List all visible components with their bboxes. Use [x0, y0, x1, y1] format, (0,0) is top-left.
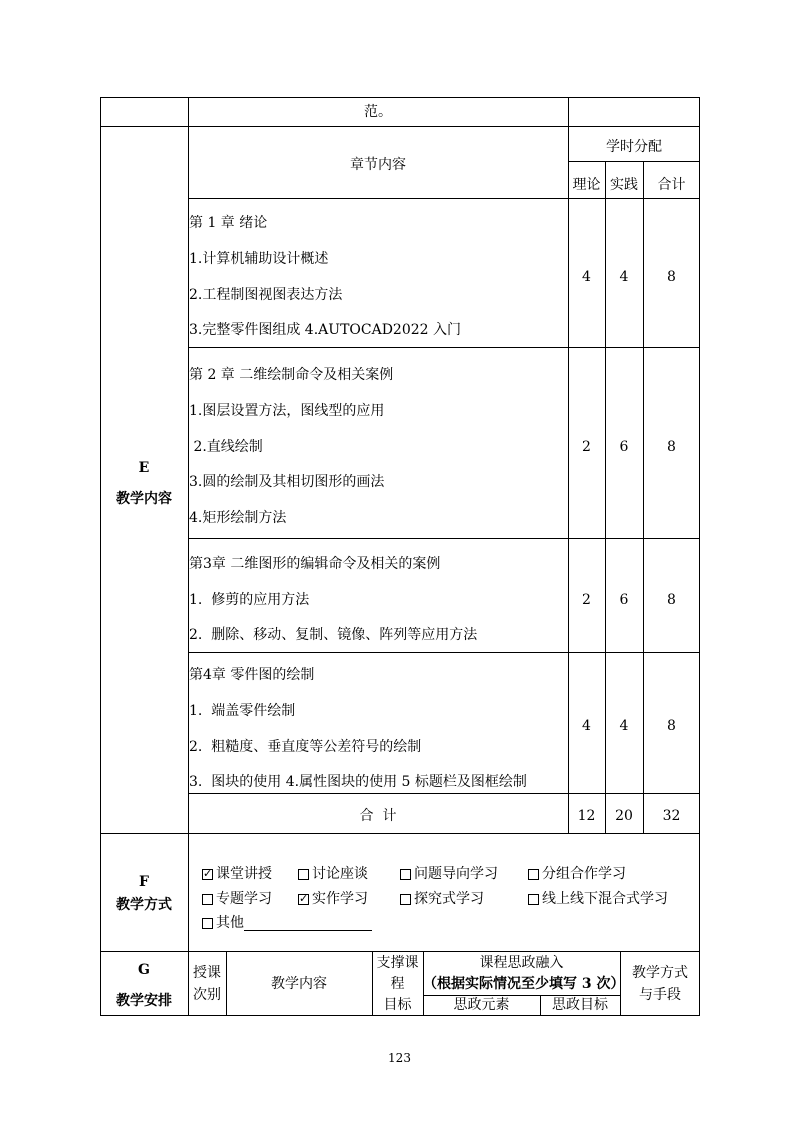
section-g-letter: G: [138, 962, 150, 978]
total-hours: 8: [667, 269, 676, 285]
other-blank-line[interactable]: [244, 916, 372, 931]
theory-hours: 4: [582, 269, 591, 285]
practice-column-header: 实践: [610, 177, 638, 193]
chapter-line: 第4章 零件图的绘制: [189, 667, 315, 683]
option-inquiry[interactable]: 探究式学习: [400, 891, 484, 907]
checkbox-icon[interactable]: [202, 894, 213, 905]
method-header-line1: 教学方式: [632, 965, 688, 981]
chapter-line: 2. 粗糙度、垂直度等公差符号的绘制: [189, 739, 422, 755]
checkbox-icon[interactable]: [528, 894, 539, 905]
total-hours: 8: [667, 439, 676, 455]
support-header-line1: 支撑课: [376, 955, 419, 971]
chapter-line: 1. 端盖零件绘制: [189, 703, 296, 719]
top-row-text: 范。: [364, 104, 392, 120]
sum-theory: 12: [577, 808, 596, 824]
checkbox-icon[interactable]: [400, 894, 411, 905]
section-f-title: 教学方式: [116, 897, 172, 913]
total-column-header: 合计: [657, 177, 686, 193]
chapter-line: 第3章 二维图形的编辑命令及相关的案例: [189, 556, 441, 572]
theory-hours: 2: [582, 439, 591, 455]
chapter-line: 3.圆的绘制及其相切图形的画法: [189, 474, 385, 490]
section-f-letter: F: [139, 874, 149, 890]
option-lecture[interactable]: ✓ 课堂讲授: [202, 866, 272, 882]
section-e-letter: E: [138, 460, 150, 476]
practice-hours: 6: [619, 592, 629, 608]
checkbox-icon[interactable]: [298, 894, 309, 905]
checkbox-icon[interactable]: [298, 869, 309, 880]
option-group-work[interactable]: 分组合作学习: [528, 866, 626, 882]
chapter-line: 3. 图块的使用 4.属性图块的使用 5 标题栏及图框绘制: [189, 774, 527, 790]
section-g-title: 教学安排: [116, 993, 172, 1009]
sum-total: 32: [662, 808, 681, 824]
support-header-line2: 程: [390, 976, 405, 992]
ideology-note: （根据实际情况至少填写 3 次）: [423, 976, 625, 992]
session-header-line2: 次别: [193, 987, 221, 1003]
session-header-line1: 授课: [193, 965, 221, 981]
theory-hours: 2: [582, 592, 591, 608]
chapter-line: 2. 删除、移动、复制、镜像、阵列等应用方法: [189, 627, 478, 643]
option-practical[interactable]: ✓ 实作学习: [298, 891, 368, 907]
hours-allocation-header: 学时分配: [606, 139, 662, 155]
option-other[interactable]: 其他: [202, 915, 372, 931]
checkbox-icon[interactable]: [400, 869, 411, 880]
page-number: 123: [388, 1051, 411, 1065]
sum-practice: 20: [615, 808, 633, 824]
checkbox-icon[interactable]: [202, 918, 213, 929]
teaching-content-header: 教学内容: [271, 976, 327, 992]
chapter-content-header: 章节内容: [350, 157, 406, 173]
option-problem-based[interactable]: 问题导向学习: [400, 866, 498, 882]
total-hours: 8: [667, 592, 676, 608]
chapter-line: 1. 修剪的应用方法: [189, 592, 310, 608]
practice-hours: 4: [619, 269, 629, 285]
chapter-line: 2.工程制图视图表达方法: [189, 287, 343, 303]
ideology-goals-header: 思政目标: [552, 997, 608, 1013]
checkbox-icon[interactable]: [202, 869, 213, 880]
theory-column-header: 理论: [572, 177, 601, 193]
ideology-elements-header: 思政元素: [453, 997, 510, 1013]
chapter-line: 第 1 章 绪论: [189, 215, 268, 231]
chapter-line: 1.计算机辅助设计概述: [189, 251, 329, 267]
chapter-line: 3.完整零件图组成 4.AUTOCAD2022 入门: [189, 322, 462, 338]
method-header-line2: 与手段: [639, 987, 681, 1003]
checkbox-icon[interactable]: [528, 869, 539, 880]
option-topic-study[interactable]: 专题学习: [202, 891, 272, 907]
chapter-line: 第 2 章 二维绘制命令及相关案例: [189, 367, 394, 383]
sum-label: 合 计: [359, 808, 397, 824]
chapter-line: 4.矩形绘制方法: [189, 510, 287, 526]
support-header-line3: 目标: [383, 997, 412, 1013]
chapter-line: 2.直线绘制: [189, 439, 263, 455]
total-hours: 8: [667, 718, 676, 734]
chapter-line: 1.图层设置方法，图线型的应用: [189, 403, 385, 419]
practice-hours: 6: [619, 439, 629, 455]
option-discussion[interactable]: 讨论座谈: [298, 866, 368, 882]
practice-hours: 4: [619, 718, 629, 734]
section-e-title: 教学内容: [116, 491, 172, 507]
option-blended[interactable]: 线上线下混合式学习: [528, 891, 668, 907]
theory-hours: 4: [582, 718, 591, 734]
ideology-header: 课程思政融入: [479, 955, 564, 971]
